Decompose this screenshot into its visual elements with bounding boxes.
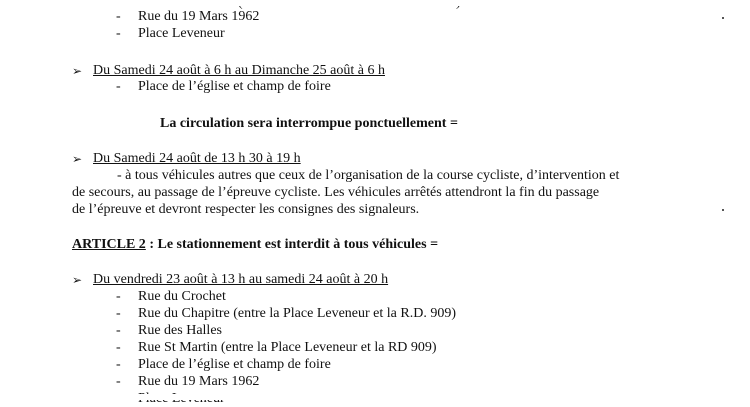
arrow-bullet-icon: ➢ — [72, 64, 83, 78]
period-title: Du vendredi 23 août à 13 h au samedi 24 août à 20 h — [93, 272, 389, 287]
arrow-bullet-icon: ➢ — [72, 152, 83, 166]
arrow-bullet-icon: ➢ — [72, 273, 83, 287]
scan-mark — [722, 17, 724, 19]
list-item: - Rue du 19 Mars 1962 — [116, 9, 260, 24]
period-title: Du Samedi 24 août de 13 h 30 à 19 h — [93, 151, 301, 166]
list-item: - Place de l’église et champ de foire — [116, 357, 331, 372]
list-item: - Place de l’église et champ de foire — [116, 79, 331, 94]
scan-mark — [722, 209, 724, 211]
page-crop-top — [0, 0, 750, 6]
article-heading — [72, 236, 438, 253]
list-item: - Rue du Chapitre (entre la Place Leveneur et la R.D. 909) — [116, 306, 456, 321]
page-crop-bottom — [0, 394, 750, 400]
list-item: - Rue du Crochet — [116, 289, 226, 304]
article-text: : Le stationnement est interdit à tous véhicules = — [145, 237, 439, 252]
paragraph-line: de l’épreuve et devront respecter les consignes des signaleurs. — [72, 202, 420, 217]
period-title: Du Samedi 24 août à 6 h au Dimanche 25 août à 6 h — [93, 63, 385, 78]
section-heading: La circulation sera interrompue ponctuellement = — [160, 116, 458, 131]
list-item: - Place Leveneur — [116, 26, 225, 41]
list-item: - Rue St Martin (entre la Place Leveneur et la RD 909) — [116, 340, 437, 355]
paragraph-line: de secours, au passage de l’épreuve cycliste. Les véhicules arrêtés attendront la fin du passage — [72, 185, 600, 200]
list-item: - Rue du 19 Mars 1962 — [116, 374, 260, 389]
list-item: - Rue des Halles — [116, 323, 222, 338]
article-label: ARTICLE 2 — [72, 237, 146, 252]
paragraph-line: - à tous véhicules autres que ceux de l’organisation de la course cycliste, d’intervention et — [117, 168, 620, 183]
